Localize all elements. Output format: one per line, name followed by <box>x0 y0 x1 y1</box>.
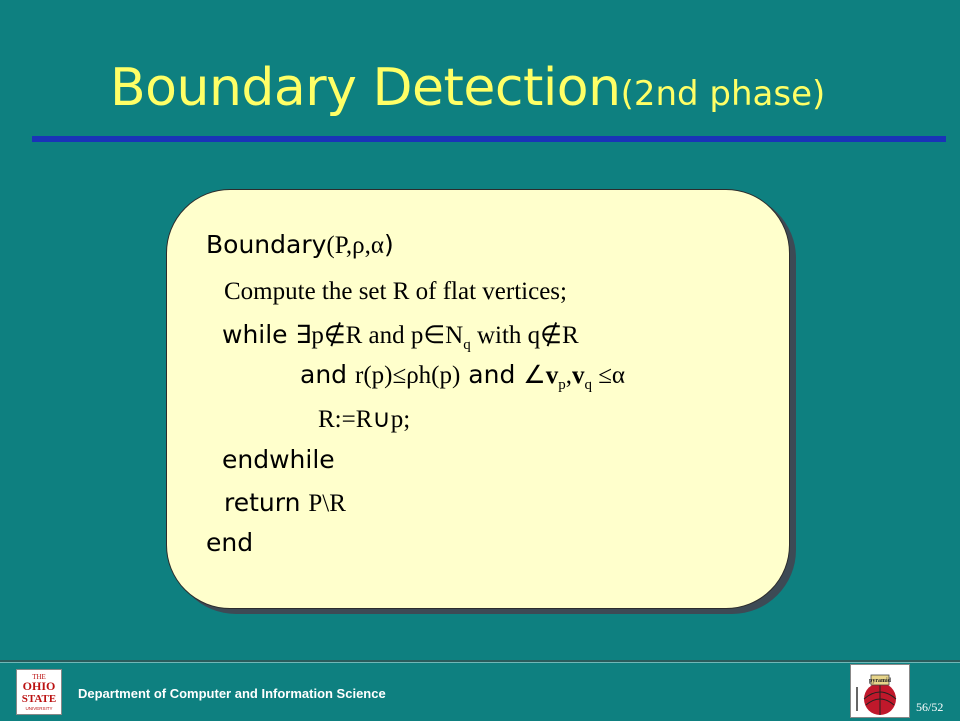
algo-header <box>206 230 394 260</box>
svg-text:THE: THE <box>32 673 46 681</box>
slide-title-main: Boundary Detection <box>110 58 621 118</box>
algo-end-keyword: end <box>206 528 254 557</box>
algo-return-value: P\R <box>308 490 346 517</box>
svg-text:STATE: STATE <box>21 693 57 705</box>
algo-while-line <box>222 320 579 354</box>
slide-title <box>110 58 825 118</box>
svg-text:pyramid: pyramid <box>868 678 892 684</box>
algo-return-keyword: return <box>224 488 301 517</box>
algo-and-line <box>300 360 625 394</box>
algo-and-keyword-2: and <box>468 360 516 389</box>
svg-text:OHIO: OHIO <box>22 679 56 693</box>
ohio-state-logo <box>16 669 62 715</box>
page-number: 56/52 <box>916 700 944 714</box>
footer-divider-highlight <box>0 662 960 663</box>
algo-while-condition: ∃p∉R and $p\in N_q$ with q∉R <box>295 322 579 353</box>
department-label: Department of Computer and Information Science <box>78 686 386 701</box>
algo-angle-condition: $\angle v_p,v_q \le\alpha$ <box>523 362 626 393</box>
slide-title-sub: (2nd phase) <box>620 74 826 114</box>
algo-header-keyword: Boundary <box>206 230 327 259</box>
algo-assign-line: R:=R∪p; <box>318 406 411 433</box>
algo-while-keyword: while <box>222 320 288 349</box>
ohio-state-logo-icon <box>17 670 61 714</box>
algo-compute-line: Compute the set R of flat vertices; <box>224 278 567 305</box>
algo-and-condition-1: r(p)≤ρh(p) <box>355 362 461 389</box>
algo-return-line <box>224 488 346 518</box>
algo-header-args: (P,ρ,α <box>326 232 384 259</box>
svg-text:UNIVERSITY: UNIVERSITY <box>25 706 53 711</box>
algo-endwhile-keyword: endwhile <box>222 445 335 474</box>
algo-and-keyword-1: and <box>300 360 348 389</box>
algo-header-close: ) <box>383 230 394 259</box>
pyramid-logo-icon <box>851 665 909 717</box>
title-rule <box>32 136 946 142</box>
pyramid-logo <box>850 664 910 718</box>
